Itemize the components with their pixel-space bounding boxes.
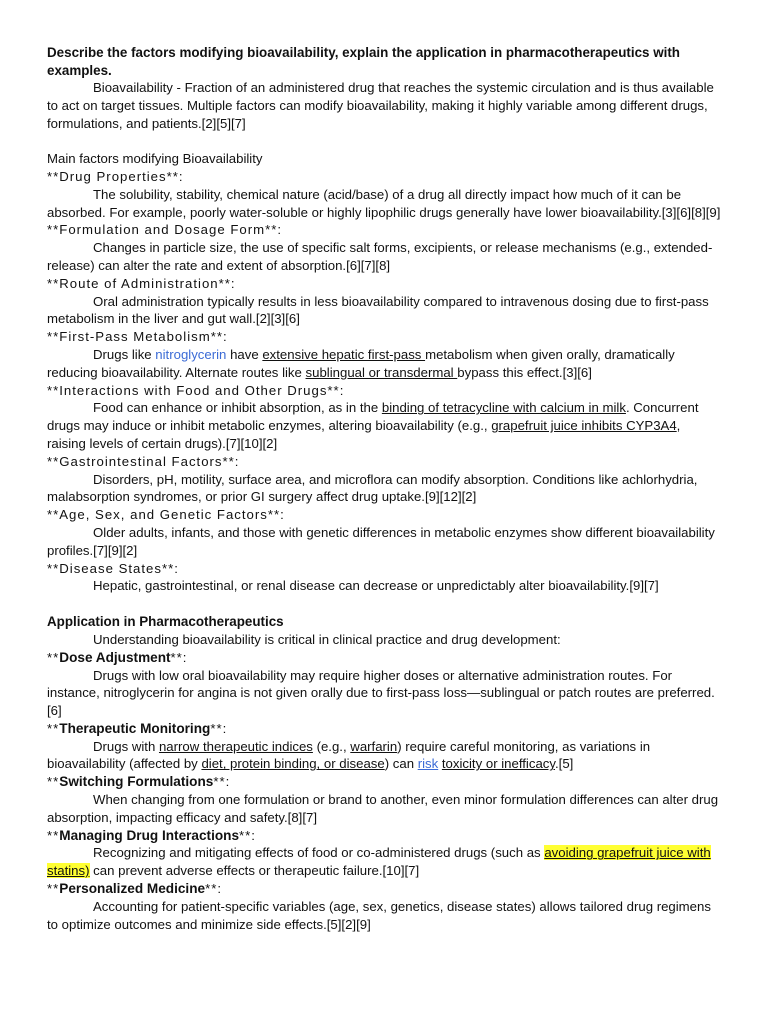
factor-formulation-heading: **Formulation and Dosage Form**: [47,222,283,238]
text-run: **: [205,881,223,897]
text-run: Dose Adjustment [59,649,171,665]
factor-disease-heading: **Disease States**: [47,560,179,576]
text-run: metabolism when given orally, dramatically reducing bioavailability. Alternate routes like [47,346,675,380]
text-run: ** [47,720,60,736]
factor-drug-properties-heading: **Drug Properties**: [47,168,184,184]
app-dose-heading [47,649,722,667]
text-run: ** [47,649,60,665]
text-run: Food can enhance or inhibit absorption, as in the [93,400,382,416]
text-run: ) can [384,756,418,772]
underlined-text: narrow therapeutic indices [158,738,313,754]
factor-route-body: Oral administration typically results in less bioavailability compared to intravenous dosing due to first-pass metabolism in the liver and gut wall.[2][3][6] [47,293,709,327]
text-run: Drugs with [93,738,159,754]
underlined-text: grapefruit juice inhibits CYP3A4 [491,418,677,434]
app-managing-heading [47,827,722,845]
text-run: Drugs like [93,346,156,362]
nitroglycerin-link[interactable]: nitroglycerin [155,346,227,362]
app-monitoring-heading [47,720,722,738]
factor-interactions-body [47,399,722,452]
factors-heading: Main factors modifying Bioavailability [47,151,263,167]
underlined-text: binding of tetracycline with calcium in milk [381,400,626,416]
underlined-text: toxicity or inefficacy [441,756,556,772]
factor-interactions-heading: **Interactions with Food and Other Drugs**: [47,382,345,398]
app-monitoring-body [47,738,722,774]
factor-route-heading: **Route of Administration**: [47,275,236,291]
factor-formulation-body: Changes in particle size, the use of specific salt forms, excipients, or release mechanisms (e.g., extended-release) can alter the rate and extent of absorption.[6][7][8] [47,240,713,273]
intro-paragraph: Bioavailability - Fraction of an administered drug that reaches the systemic circulation and is thus available to act on target tissues. Multiple factors can modify bioavailability, making it highly variable among different drugs, formulations, and patients.[2][5][7] [47,80,714,131]
text-run: ) require careful monitoring, as variations in bioavailability (affected by [47,738,651,772]
text-run: Therapeutic Monitoring [59,720,211,736]
app-personalized-body: Accounting for patient-specific variables (age, sex, genetics, disease states) allows tailored drug regimens to optimize outcomes and minimize side effects.[5][2][9] [47,898,711,932]
factor-first-pass-heading: **First-Pass Metabolism**: [47,329,228,345]
text-run: Managing Drug Interactions [59,827,240,843]
text-run: Recognizing and mitigating effects of food or co-administered drugs (such as [93,845,545,861]
text-run: . Concurrent drugs may induce or inhibit metabolic enzymes, altering bioavailability (e.g., [47,400,699,434]
app-personalized-heading [47,880,722,898]
factor-drug-properties-body: The solubility, stability, chemical nature (acid/base) of a drug all directly impact how much of it can be absorbed. For example, poorly water-soluble or highly lipophilic drugs generally have lower bioavailability.[3][6][8][9] [47,186,721,220]
underlined-text: diet, protein binding, or disease [201,756,385,772]
highlighted-text: avoiding grapefruit juice with statins) [47,845,711,879]
underlined-text: sublingual or transdermal [305,364,458,380]
factor-age-heading: **Age, Sex, and Genetic Factors**: [47,507,285,523]
text-run: ** [47,774,60,790]
text-run: , raising levels of certain drugs).[7][10][2] [47,418,681,451]
text-run: ** [47,827,60,843]
text-run: (e.g., [312,738,351,754]
underlined-text: warfarin [350,738,398,754]
application-heading: Application in Pharmacotherapeutics [47,614,284,630]
app-switching-heading [47,773,722,791]
text-run: ** [47,881,60,897]
text-run: Personalized Medicine [59,881,206,897]
application-intro: Understanding bioavailability is critical in clinical practice and drug development: [93,631,561,647]
factor-disease-body: Hepatic, gastrointestinal, or renal disease can decrease or unpredictably alter bioavailability.[9][7] [93,578,659,594]
text-run: can prevent adverse effects or therapeutic failure.[10][7] [89,863,420,879]
factor-gi-body: Disorders, pH, motility, surface area, and microflora can modify absorption. Conditions like achlorhydria, malabsorption syndromes, or prior GI surgery affect drug uptake.[9][12][2] [47,471,698,505]
text-run: Switching Formulations [59,774,214,790]
text-run: **: [210,720,228,736]
app-dose-body: Drugs with low oral bioavailability may require higher doses or alternative administration routes. For instance, nitroglycerin for angina is not given orally due to first-pass loss—sublingual or patch routes are preferred.[6] [47,667,715,719]
text-run: bypass this effect.[3][6] [457,364,592,380]
question-title: Describe the factors modifying bioavailability, explain the application in pharmacotherapeutics with examples. [47,45,680,78]
spacer [47,132,722,150]
text-run: have [226,346,263,362]
text-run: **: [170,649,188,665]
factor-gi-heading: **Gastrointestinal Factors**: [47,453,240,469]
app-switching-body: When changing from one formulation or brand to another, even minor formulation differences can alter drug absorption, impacting efficacy and safety.[8][7] [47,792,719,825]
factor-first-pass-body [47,346,722,382]
underlined-text: extensive hepatic first-pass [262,346,426,362]
app-managing-body [47,844,722,880]
factor-age-body: Older adults, infants, and those with genetic differences in metabolic enzymes show different bioavailability profiles.[7][9][2] [47,524,715,558]
text-run: .[5] [555,756,574,772]
spacer [47,595,722,607]
text-run: **: [239,827,256,843]
risk-link[interactable]: risk [417,756,439,772]
text-run: **: [213,774,231,790]
